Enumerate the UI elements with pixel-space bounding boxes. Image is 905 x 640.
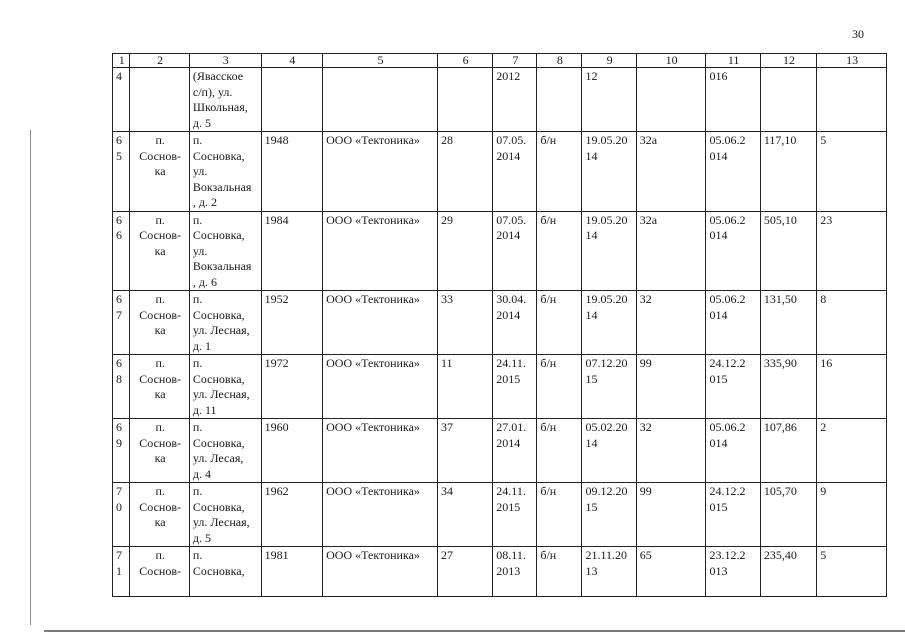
date-cell: 19.05.20 14 — [582, 291, 636, 355]
doc-number-cell: б/н — [537, 419, 582, 483]
column-header: 3 — [189, 54, 261, 68]
date-cell: 016 — [706, 68, 760, 132]
page-number: 30 — [852, 27, 864, 41]
settlement-cell — [130, 68, 189, 132]
row-number-cell: 6 7 — [113, 291, 130, 355]
area-cell: 235,40 — [760, 547, 816, 597]
row-number-cell: 7 1 — [113, 547, 130, 597]
date-cell: 07.05. 2014 — [493, 132, 537, 212]
settlement-cell: п. Соснов- ка — [130, 132, 189, 212]
count-cell: 23 — [817, 211, 887, 291]
area-cell: 335,90 — [760, 355, 816, 419]
date-cell: 30.04. 2014 — [493, 291, 537, 355]
number-cell: 28 — [437, 132, 492, 212]
registry-table — [112, 53, 887, 597]
settlement-cell: п. Соснов- ка — [130, 419, 189, 483]
date-cell: 07.12.20 15 — [582, 355, 636, 419]
address-cell: п. Сосновка, ул. Вокзальная , д. 6 — [189, 211, 261, 291]
date-cell: 2012 — [493, 68, 537, 132]
table-row — [113, 291, 887, 355]
address-cell: п. Сосновка, ул. Лесная, д. 11 — [189, 355, 261, 419]
count-cell: 8 — [817, 291, 887, 355]
column-header: 13 — [817, 54, 887, 68]
bottom-edge-line — [44, 630, 905, 632]
column-header: 4 — [261, 54, 323, 68]
row-number-cell: 6 5 — [113, 132, 130, 212]
date-cell: 05.06.2 014 — [706, 291, 760, 355]
year-cell: 1960 — [261, 419, 323, 483]
row-number-cell: 6 8 — [113, 355, 130, 419]
organization-cell: ООО «Тектоника» — [323, 547, 438, 597]
date-cell: 23.12.2 013 — [706, 547, 760, 597]
column-header: 10 — [636, 54, 706, 68]
table-row — [113, 211, 887, 291]
organization-cell: ООО «Тектоника» — [323, 355, 438, 419]
number-cell: 99 — [636, 483, 706, 547]
row-number-cell: 6 9 — [113, 419, 130, 483]
number-cell: 32а — [636, 132, 706, 212]
settlement-cell: п. Соснов- ка — [130, 483, 189, 547]
number-cell: 32 — [636, 291, 706, 355]
date-cell: 05.02.20 14 — [582, 419, 636, 483]
address-cell: (Явасское с/п), ул. Школьная, д. 5 — [189, 68, 261, 132]
settlement-cell: п. Соснов- — [130, 547, 189, 597]
table-row — [113, 355, 887, 419]
date-cell: 12 — [582, 68, 636, 132]
number-cell: 33 — [437, 291, 492, 355]
column-header: 9 — [582, 54, 636, 68]
number-cell: 37 — [437, 419, 492, 483]
doc-number-cell: б/н — [537, 211, 582, 291]
area-cell: 131,50 — [760, 291, 816, 355]
date-cell: 24.12.2 015 — [706, 483, 760, 547]
column-header: 6 — [437, 54, 492, 68]
date-cell: 08.11. 2013 — [493, 547, 537, 597]
number-cell: 29 — [437, 211, 492, 291]
number-cell: 11 — [437, 355, 492, 419]
address-cell: п. Сосновка, ул. Лесая, д. 4 — [189, 419, 261, 483]
organization-cell: ООО «Тектоника» — [323, 419, 438, 483]
column-header: 5 — [323, 54, 438, 68]
number-cell: 99 — [636, 355, 706, 419]
address-cell: п. Сосновка, ул. Лесная, д. 1 — [189, 291, 261, 355]
area-cell: 117,10 — [760, 132, 816, 212]
column-header: 2 — [130, 54, 189, 68]
organization-cell — [323, 68, 438, 132]
count-cell: 2 — [817, 419, 887, 483]
settlement-cell: п. Соснов- ка — [130, 291, 189, 355]
address-cell: п. Сосновка, ул. Лесная, д. 5 — [189, 483, 261, 547]
table-row — [113, 483, 887, 547]
year-cell — [261, 68, 323, 132]
date-cell: 19.05.20 14 — [582, 211, 636, 291]
date-cell: 27.01. 2014 — [493, 419, 537, 483]
number-cell — [437, 68, 492, 132]
year-cell: 1972 — [261, 355, 323, 419]
table-row — [113, 132, 887, 212]
year-cell: 1948 — [261, 132, 323, 212]
count-cell: 9 — [817, 483, 887, 547]
column-header: 8 — [537, 54, 582, 68]
date-cell: 24.11. 2015 — [493, 483, 537, 547]
settlement-cell: п. Соснов- ка — [130, 355, 189, 419]
table-row — [113, 68, 887, 132]
doc-number-cell: б/н — [537, 355, 582, 419]
organization-cell: ООО «Тектоника» — [323, 132, 438, 212]
area-cell: 505,10 — [760, 211, 816, 291]
count-cell: 16 — [817, 355, 887, 419]
organization-cell: ООО «Тектоника» — [323, 291, 438, 355]
year-cell: 1952 — [261, 291, 323, 355]
table-row — [113, 547, 887, 597]
date-cell: 21.11.20 13 — [582, 547, 636, 597]
organization-cell: ООО «Тектоника» — [323, 483, 438, 547]
column-header: 12 — [760, 54, 816, 68]
number-cell — [636, 68, 706, 132]
number-cell: 32 — [636, 419, 706, 483]
row-number-cell: 7 0 — [113, 483, 130, 547]
date-cell: 07.05. 2014 — [493, 211, 537, 291]
row-number-cell: 4 — [113, 68, 130, 132]
area-cell — [760, 68, 816, 132]
doc-number-cell: б/н — [537, 132, 582, 212]
date-cell: 24.12.2 015 — [706, 355, 760, 419]
date-cell: 24.11. 2015 — [493, 355, 537, 419]
count-cell: 5 — [817, 547, 887, 597]
address-cell: п. Сосновка, — [189, 547, 261, 597]
area-cell: 107,86 — [760, 419, 816, 483]
column-header: 7 — [493, 54, 537, 68]
column-number-row — [113, 54, 887, 68]
settlement-cell: п. Соснов- ка — [130, 211, 189, 291]
number-cell: 65 — [636, 547, 706, 597]
binding-margin-line — [30, 130, 31, 625]
row-number-cell: 6 6 — [113, 211, 130, 291]
doc-number-cell — [537, 68, 582, 132]
number-cell: 34 — [437, 483, 492, 547]
count-cell — [817, 68, 887, 132]
doc-number-cell: б/н — [537, 291, 582, 355]
date-cell: 05.06.2 014 — [706, 132, 760, 212]
doc-number-cell: б/н — [537, 483, 582, 547]
doc-number-cell: б/н — [537, 547, 582, 597]
year-cell: 1984 — [261, 211, 323, 291]
address-cell: п. Сосновка, ул. Вокзальная , д. 2 — [189, 132, 261, 212]
column-header: 11 — [706, 54, 760, 68]
organization-cell: ООО «Тектоника» — [323, 211, 438, 291]
year-cell: 1962 — [261, 483, 323, 547]
area-cell: 105,70 — [760, 483, 816, 547]
number-cell: 27 — [437, 547, 492, 597]
year-cell: 1981 — [261, 547, 323, 597]
column-header: 1 — [113, 54, 130, 68]
date-cell: 09.12.20 15 — [582, 483, 636, 547]
table-row — [113, 419, 887, 483]
date-cell: 05.06.2 014 — [706, 419, 760, 483]
count-cell: 5 — [817, 132, 887, 212]
number-cell: 32а — [636, 211, 706, 291]
date-cell: 05.06.2 014 — [706, 211, 760, 291]
date-cell: 19.05.20 14 — [582, 132, 636, 212]
